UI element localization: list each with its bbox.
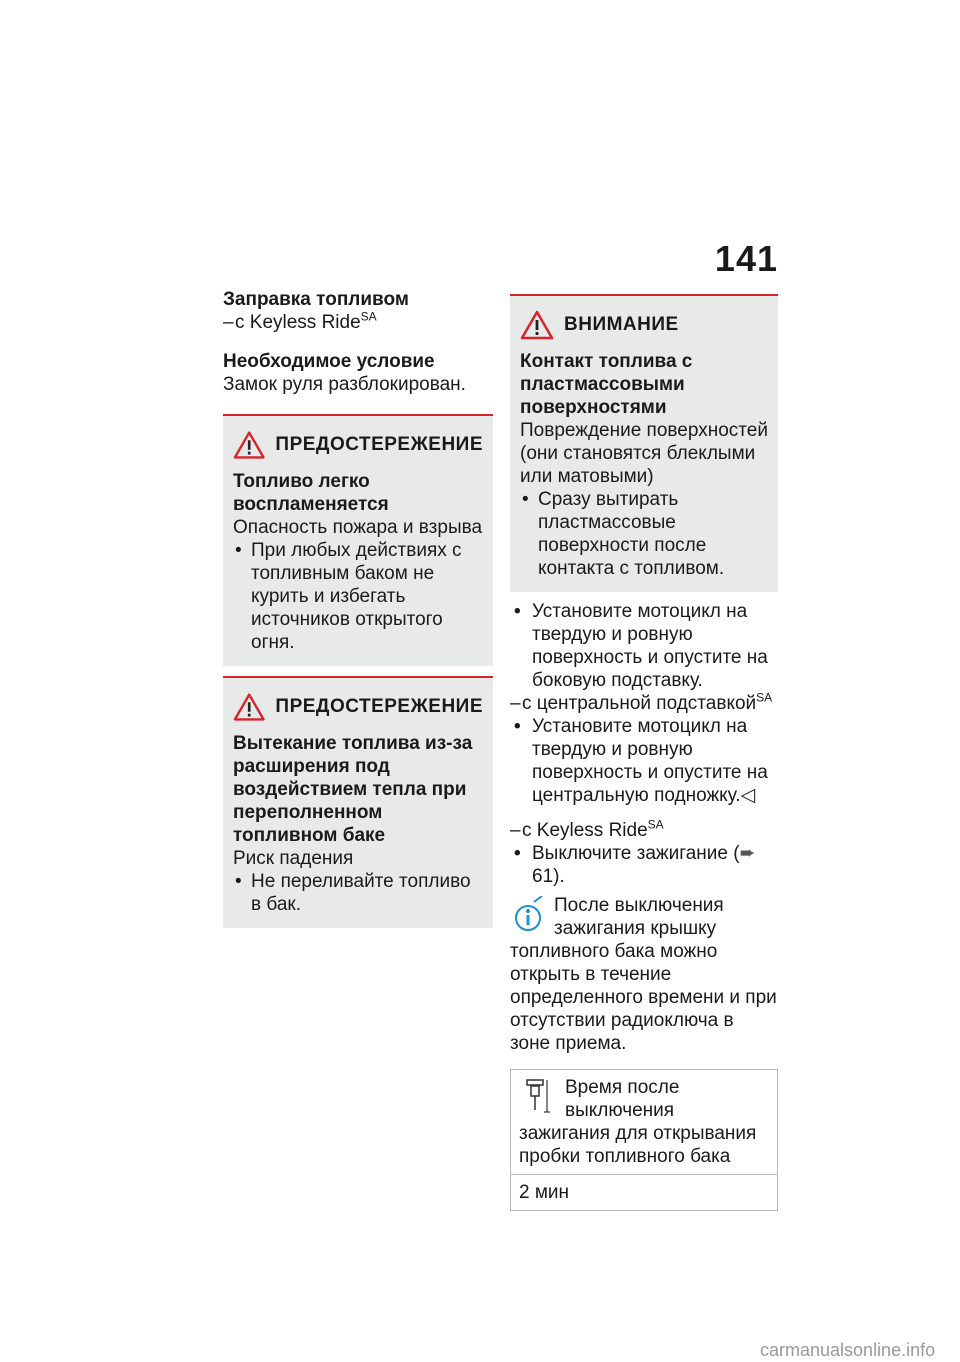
spec-row xyxy=(511,1070,778,1175)
caution-risk: Повреждение поверхностей (они становятся блеклыми или матовыми) xyxy=(520,420,768,487)
warning-bullet: • Не переливайте топливо в бак. xyxy=(233,870,483,916)
center-stand-condition xyxy=(510,692,778,715)
caution-bullet: • Сразу вытирать пластмассовые поверхности после контакта с топливом. xyxy=(520,488,768,580)
step-ignition-end: ). xyxy=(553,866,565,887)
warning-bullet: • При любых действиях с топливным баком не курить и избегать источников открытого огня. xyxy=(233,539,483,654)
warning-title: Вытекание топлива из-за расширения под воздействием тепла при переполненном топливном баке xyxy=(233,733,473,846)
footer-watermark: carmanualsonline.info xyxy=(760,1340,936,1360)
warning-label: ПРЕДОСТЕРЕЖЕНИЕ xyxy=(275,434,483,455)
caution-label: ВНИМАНИЕ xyxy=(564,314,679,335)
sa-marker: SA xyxy=(360,309,377,324)
keyless-text: с Keyless Ride xyxy=(522,820,648,841)
spec-row xyxy=(511,1175,778,1211)
spec-table xyxy=(510,1069,778,1211)
step-side-stand: • Установите мотоцикл на твердую и ровную поверхность и опустите на боковую подставку. xyxy=(510,600,778,692)
warning-triangle-icon xyxy=(520,310,554,340)
warning-label: ПРЕДОСТЕРЕЖЕНИЕ xyxy=(275,696,483,717)
precondition-heading: Необходимое условие xyxy=(223,351,435,372)
page-number: 141 xyxy=(714,238,778,279)
warning-triangle-icon xyxy=(233,430,265,460)
section-heading: Заправка топливом xyxy=(223,289,409,310)
warning-box-1 xyxy=(223,414,493,666)
warning-box-2 xyxy=(223,676,493,928)
step-ignition-off xyxy=(510,842,778,888)
sa-marker: SA xyxy=(647,817,664,832)
spec-label-cell xyxy=(511,1070,778,1175)
warning-title: Топливо легко воспламеняется xyxy=(233,471,389,515)
warning-risk: Риск падения xyxy=(233,848,354,869)
end-mark: ◁ xyxy=(740,785,756,806)
spec-label: Время после выключения зажигания для открывания пробки топливного бака xyxy=(519,1077,757,1167)
page-ref-arrow-icon: ➨ xyxy=(739,843,756,864)
step-ignition-text: Выключите зажигание ( xyxy=(532,843,740,864)
center-stand-text: с центральной подставкой xyxy=(522,693,757,714)
spec-tool-icon xyxy=(523,1076,553,1116)
warning-triangle-icon xyxy=(233,692,265,722)
info-icon xyxy=(510,896,546,932)
keyless-text: с Keyless Ride xyxy=(235,312,361,333)
precondition-text: Замок руля разблокирован. xyxy=(223,374,466,395)
info-text: После выключения зажигания крышку топливного бака можно открыть в течение определенного времени и при отсутствии радиоключа в зоне приема. xyxy=(510,895,777,1054)
keyless-condition-2 xyxy=(510,819,778,842)
step-center-stand xyxy=(510,715,778,807)
info-note xyxy=(510,894,778,1055)
sa-marker: SA xyxy=(756,690,773,705)
left-column xyxy=(223,288,493,928)
keyless-condition xyxy=(223,311,493,334)
step-center-stand-text: Установите мотоцикл на твердую и ровную поверхность и опустите на центральную подножку. xyxy=(532,716,768,806)
right-column xyxy=(510,294,778,1211)
spec-value-cell: 2 мин xyxy=(511,1175,778,1211)
page-ref-link[interactable]: 61 xyxy=(532,866,554,887)
caution-box xyxy=(510,294,778,592)
caution-title: Контакт топлива с пластмассовыми поверхностями xyxy=(520,351,693,418)
warning-risk: Опасность пожара и взрыва xyxy=(233,517,483,538)
